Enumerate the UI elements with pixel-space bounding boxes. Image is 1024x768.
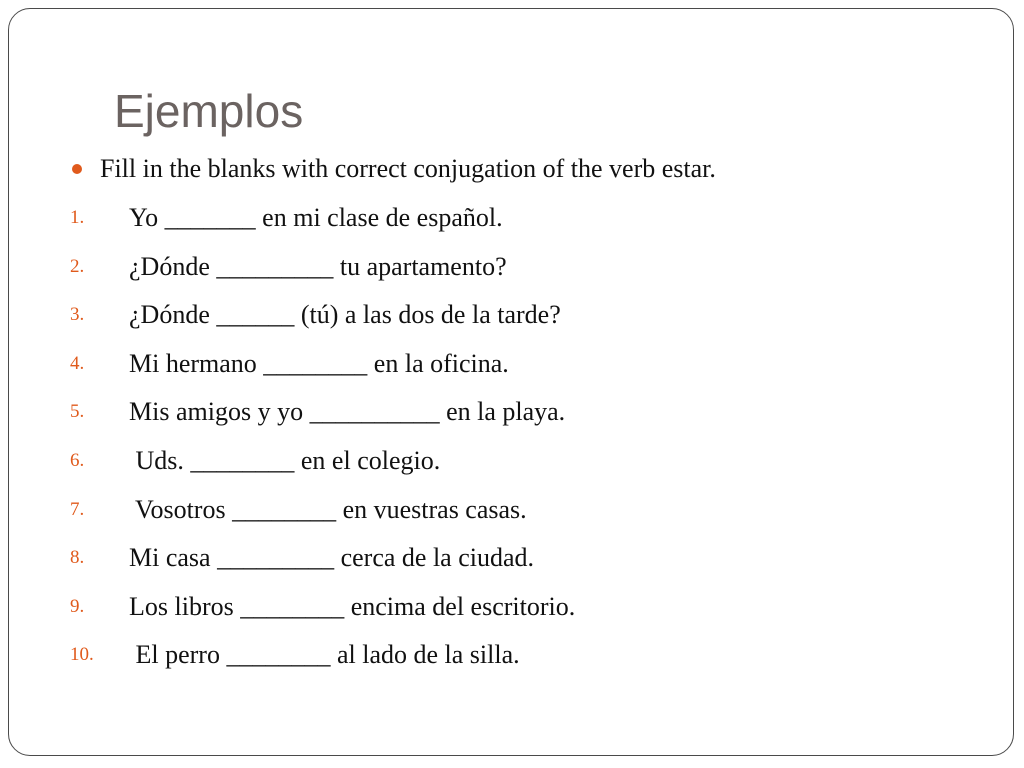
item-text: ¿Dónde _________ tu apartamento? [129,251,507,281]
item-text: Mi casa _________ cerca de la ciudad. [129,543,535,573]
item-number: 1. [70,207,85,228]
exercise-item [0,342,1000,391]
item-text: Yo _______ en mi clase de español. [129,203,503,232]
exercise-item [0,536,1000,585]
item-number: 8. [70,547,85,569]
exercise-list [0,196,1000,682]
exercise-item [0,293,1000,342]
exercise-item [0,633,1000,682]
item-number: 10. [70,644,94,666]
item-text: Uds. ________ en el colegio. [129,445,441,475]
exercise-item [0,439,1000,488]
item-number: 5. [70,401,85,423]
item-text: El perro ________ al lado de la silla. [129,640,520,670]
item-text: Los libros ________ encima del escritorio. [129,591,576,621]
exercise-item [0,585,1000,634]
item-text: Mis amigos y yo __________ en la playa. [129,397,566,427]
item-number: 4. [70,352,85,374]
item-number: 2. [70,255,85,277]
bullet-dot-icon [72,164,82,174]
item-number: 9. [70,595,85,617]
instruction-text: Fill in the blanks with correct conjugation of the verb estar. [100,154,716,183]
item-number: 6. [70,449,85,471]
exercise-item [0,245,1000,294]
slide-title: Ejemplos [114,85,304,137]
item-text: ¿Dónde ______ (tú) a las dos de la tarde? [129,300,561,330]
instruction-line [72,151,716,187]
exercise-item [0,196,1000,245]
exercise-item [0,488,1000,537]
item-number: 3. [70,304,85,326]
item-text: Vosotros ________ en vuestras casas. [129,494,527,524]
item-text: Mi hermano ________ en la oficina. [129,348,509,378]
exercise-item [0,390,1000,439]
item-number: 7. [70,498,85,520]
